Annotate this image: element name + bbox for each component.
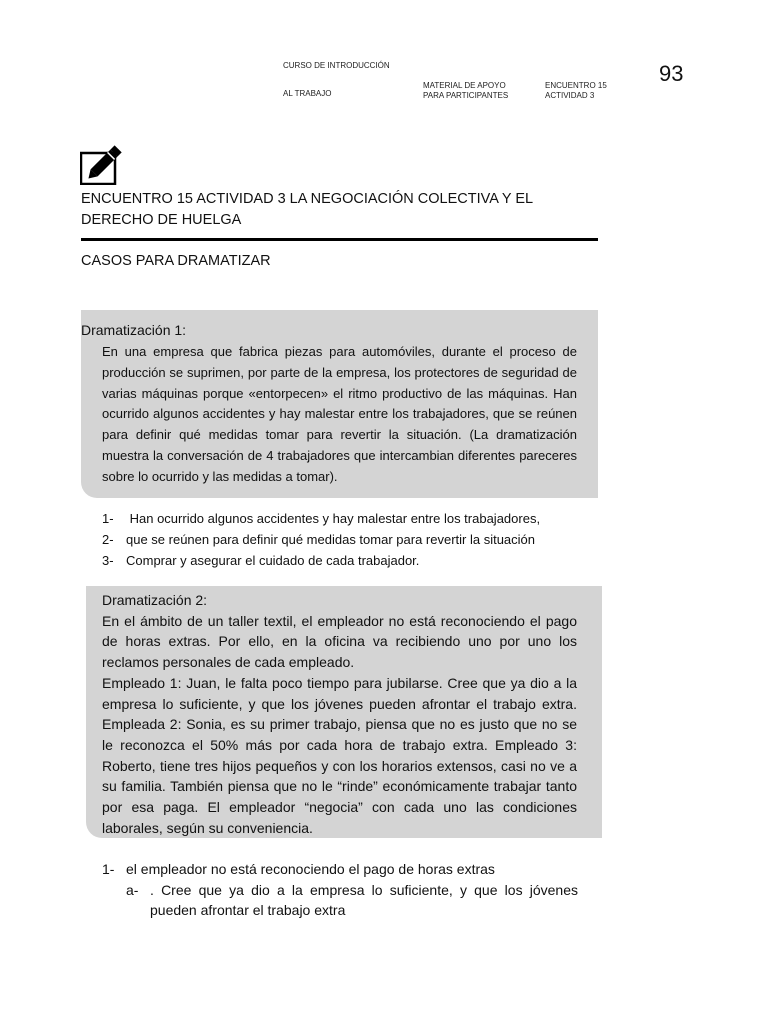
list-item-text: Comprar y asegurar el cuidado de cada trabajador. bbox=[126, 553, 420, 568]
case2-employees: Empleado 1: Juan, le falta poco tiempo para jubilarse. Cree que ya dio a la empresa lo suficiente, y que los jóvenes pueden afrontar el trabajo extra. Empleada 2: Sonia, es su primer trabajo, piensa que no es justo que no se le reconozca el 50% más por cada hora de trabajo extra. Empleado 3: Roberto, tiene tres hijos pequeños y con los horarios extensos, casi no ve a su familia. También piensa que no le “rinde” económicamente trabajar tanto por esa paga. El empleador “negocia” con cada uno las condiciones laborales, según su conveniencia. bbox=[102, 674, 577, 836]
material-line2: PARA PARTICIPANTES bbox=[423, 91, 509, 100]
meeting-line2: ACTIVIDAD 3 bbox=[545, 91, 595, 100]
case1-body: En una empresa que fabrica piezas para automóviles, durante el proceso de producción se suprimen, por parte de la empresa, los protectores de seguridad de varias máquinas porque «entorpecen» el ritmo productivo de las máquinas. Han ocurrido algunos accidentes y hay malestar entre los trabajadores, que se reúnen para definir qué medidas tomar para revertir la situación. (La dramatización muestra la conversación de 4 trabajadores que intercambian diferentes pareceres sobre lo ocurrido y las medidas a tomar). bbox=[102, 344, 577, 484]
list-item-number: 2- bbox=[102, 532, 114, 547]
meeting-label bbox=[545, 81, 607, 101]
case1-answers bbox=[102, 508, 540, 571]
list-item-number: 1- bbox=[102, 861, 115, 877]
case2-answers bbox=[102, 859, 578, 921]
meeting-line1: ENCUENTRO 15 bbox=[545, 81, 607, 90]
list-subitem bbox=[102, 880, 578, 921]
list-item-text: que se reúnen para definir qué medidas tomar para revertir la situación bbox=[126, 532, 536, 547]
case1-heading: Dramatización 1: bbox=[81, 322, 187, 338]
list-item bbox=[102, 529, 540, 550]
list-item-number: 1- bbox=[102, 511, 114, 526]
list-item bbox=[102, 508, 540, 529]
case2-content bbox=[102, 590, 577, 838]
material-label bbox=[423, 81, 508, 101]
page-number: 93 bbox=[659, 61, 684, 86]
activity-title: ENCUENTRO 15 ACTIVIDAD 3 LA NEGOCIACIÓN COLECTIVA Y EL DERECHO DE HUELGA bbox=[81, 191, 533, 228]
course-name-line2: AL TRABAJO bbox=[283, 89, 332, 98]
material-line1: MATERIAL DE APOYO bbox=[423, 81, 506, 90]
case2-heading: Dramatización 2: bbox=[102, 592, 208, 608]
title-divider bbox=[81, 238, 598, 241]
course-name-line1: CURSO DE INTRODUCCIÓN bbox=[283, 61, 390, 70]
list-subitem-text: . Cree que ya dio a la empresa lo suficiente, y que los jóvenes pueden afrontar el trabajo extra bbox=[150, 881, 578, 918]
list-subitem-letter: a- bbox=[126, 881, 139, 898]
list-item-text: Han ocurrido algunos accidentes y hay malestar entre los trabajadores, bbox=[126, 511, 541, 526]
pencil-edit-icon bbox=[80, 143, 126, 185]
section-subtitle: CASOS PARA DRAMATIZAR bbox=[81, 253, 271, 269]
list-item-number: 3- bbox=[102, 553, 114, 568]
list-item-text: el empleador no está reconociendo el pago de horas extras bbox=[126, 861, 495, 877]
list-item bbox=[102, 859, 578, 880]
list-item bbox=[102, 550, 540, 571]
case2-body: En el ámbito de un taller textil, el empleador no está reconociendo el pago de horas extras. Por ello, en la oficina va recibiendo uno por uno los reclamos personales de cada empleado. bbox=[102, 612, 577, 671]
